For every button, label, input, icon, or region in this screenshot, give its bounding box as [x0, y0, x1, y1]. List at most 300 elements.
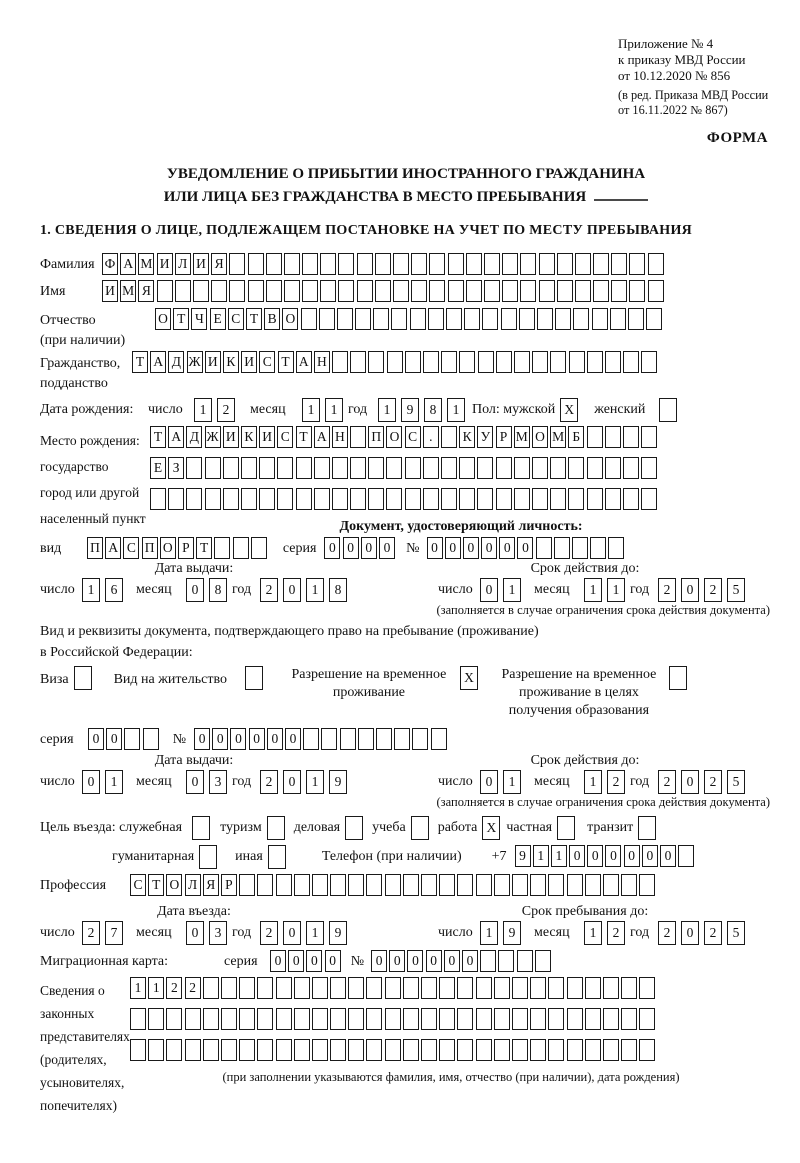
char-box[interactable] — [605, 351, 621, 373]
char-box[interactable] — [550, 488, 566, 510]
char-box[interactable]: П — [368, 426, 384, 448]
char-box[interactable]: О — [155, 308, 171, 330]
char-box[interactable]: А — [168, 426, 184, 448]
char-box[interactable] — [587, 426, 603, 448]
char-box[interactable] — [457, 1039, 473, 1061]
char-box[interactable] — [575, 280, 591, 302]
char-box[interactable] — [514, 351, 530, 373]
char-box[interactable]: 1 — [302, 398, 320, 422]
char-box[interactable] — [185, 1008, 201, 1030]
char-box[interactable]: У — [477, 426, 493, 448]
char-box[interactable]: Т — [278, 351, 294, 373]
char-box[interactable] — [350, 457, 366, 479]
char-box[interactable]: Е — [150, 457, 166, 479]
char-box[interactable] — [550, 351, 566, 373]
char-box[interactable]: 0 — [283, 921, 301, 945]
char-box[interactable]: 1 — [105, 770, 123, 794]
char-box[interactable] — [648, 253, 664, 275]
char-box[interactable] — [441, 426, 457, 448]
char-box[interactable]: И — [193, 253, 209, 275]
char-box[interactable] — [338, 253, 354, 275]
char-box[interactable] — [548, 1008, 564, 1030]
char-box[interactable]: 0 — [106, 728, 122, 750]
char-box[interactable] — [590, 537, 606, 559]
char-box[interactable]: 0 — [343, 537, 359, 559]
char-box[interactable] — [587, 488, 603, 510]
char-box[interactable]: 1 — [480, 921, 498, 945]
purpose-tourism-checkbox[interactable] — [267, 816, 285, 840]
char-box[interactable] — [259, 457, 275, 479]
char-box[interactable] — [358, 728, 374, 750]
char-box[interactable]: 9 — [401, 398, 419, 422]
char-box[interactable] — [366, 874, 382, 896]
char-box[interactable]: 0 — [270, 950, 286, 972]
char-box[interactable]: 1 — [378, 398, 396, 422]
char-box[interactable]: С — [228, 308, 244, 330]
char-box[interactable]: 0 — [445, 537, 461, 559]
char-box[interactable]: 8 — [424, 398, 442, 422]
char-box[interactable] — [605, 488, 621, 510]
char-box[interactable]: 0 — [480, 770, 498, 794]
char-box[interactable] — [130, 1039, 146, 1061]
char-box[interactable]: 9 — [329, 921, 347, 945]
temp-permit-checkbox[interactable]: X — [460, 666, 478, 690]
char-box[interactable] — [394, 728, 410, 750]
char-box[interactable] — [446, 308, 462, 330]
char-box[interactable] — [520, 280, 536, 302]
char-box[interactable]: 1 — [306, 578, 324, 602]
char-box[interactable] — [641, 426, 657, 448]
char-box[interactable] — [223, 488, 239, 510]
purpose-study-checkbox[interactable] — [411, 816, 429, 840]
char-box[interactable]: 6 — [105, 578, 123, 602]
char-box[interactable] — [457, 977, 473, 999]
visa-checkbox[interactable] — [74, 666, 92, 690]
char-box[interactable] — [628, 308, 644, 330]
char-box[interactable] — [303, 728, 319, 750]
char-box[interactable] — [338, 280, 354, 302]
char-box[interactable] — [530, 1008, 546, 1030]
char-box[interactable]: Л — [185, 874, 201, 896]
char-box[interactable]: Ч — [191, 308, 207, 330]
char-box[interactable] — [567, 977, 583, 999]
char-box[interactable]: 0 — [324, 537, 340, 559]
char-box[interactable] — [355, 308, 371, 330]
char-box[interactable]: 0 — [325, 950, 341, 972]
char-box[interactable]: Р — [178, 537, 194, 559]
char-box[interactable] — [320, 253, 336, 275]
char-box[interactable]: А — [150, 351, 166, 373]
char-box[interactable] — [130, 1008, 146, 1030]
char-box[interactable]: 0 — [642, 845, 658, 867]
char-box[interactable] — [623, 351, 639, 373]
char-box[interactable]: А — [296, 351, 312, 373]
char-box[interactable] — [568, 457, 584, 479]
char-box[interactable] — [221, 1039, 237, 1061]
char-box[interactable]: И — [205, 351, 221, 373]
char-box[interactable] — [301, 308, 317, 330]
char-box[interactable]: 1 — [325, 398, 343, 422]
char-box[interactable] — [332, 457, 348, 479]
char-box[interactable] — [439, 874, 455, 896]
char-box[interactable]: В — [264, 308, 280, 330]
char-box[interactable] — [321, 728, 337, 750]
char-box[interactable] — [585, 1008, 601, 1030]
char-box[interactable]: 0 — [379, 537, 395, 559]
char-box[interactable] — [257, 977, 273, 999]
char-box[interactable] — [368, 457, 384, 479]
char-box[interactable]: 2 — [704, 578, 722, 602]
purpose-transit-checkbox[interactable] — [638, 816, 656, 840]
char-box[interactable] — [639, 1039, 655, 1061]
char-box[interactable] — [648, 280, 664, 302]
char-box[interactable]: 1 — [148, 977, 164, 999]
char-box[interactable]: Л — [175, 253, 191, 275]
char-box[interactable] — [294, 1008, 310, 1030]
char-box[interactable] — [641, 457, 657, 479]
char-box[interactable] — [348, 1039, 364, 1061]
char-box[interactable]: А — [105, 537, 121, 559]
char-box[interactable]: О — [166, 874, 182, 896]
char-box[interactable] — [314, 457, 330, 479]
char-box[interactable] — [441, 457, 457, 479]
char-box[interactable] — [393, 253, 409, 275]
char-box[interactable]: М — [120, 280, 136, 302]
char-box[interactable] — [567, 1039, 583, 1061]
char-box[interactable] — [459, 351, 475, 373]
char-box[interactable]: 0 — [88, 728, 104, 750]
char-box[interactable] — [376, 728, 392, 750]
char-box[interactable] — [621, 874, 637, 896]
char-box[interactable] — [478, 351, 494, 373]
char-box[interactable] — [403, 977, 419, 999]
char-box[interactable]: 1 — [533, 845, 549, 867]
char-box[interactable] — [608, 537, 624, 559]
char-box[interactable] — [623, 457, 639, 479]
char-box[interactable] — [157, 280, 173, 302]
char-box[interactable] — [494, 874, 510, 896]
char-box[interactable]: 0 — [389, 950, 405, 972]
char-box[interactable] — [539, 253, 555, 275]
char-box[interactable] — [229, 280, 245, 302]
char-box[interactable]: Ж — [205, 426, 221, 448]
char-box[interactable] — [387, 351, 403, 373]
char-box[interactable] — [348, 977, 364, 999]
char-box[interactable] — [457, 874, 473, 896]
char-box[interactable] — [502, 280, 518, 302]
female-checkbox[interactable] — [659, 398, 677, 422]
char-box[interactable] — [276, 1008, 292, 1030]
char-box[interactable]: О — [282, 308, 298, 330]
char-box[interactable]: 0 — [569, 845, 585, 867]
char-box[interactable] — [603, 977, 619, 999]
char-box[interactable] — [423, 457, 439, 479]
char-box[interactable]: 7 — [105, 921, 123, 945]
char-box[interactable] — [548, 874, 564, 896]
char-box[interactable] — [520, 253, 536, 275]
char-box[interactable]: Ф — [102, 253, 118, 275]
char-box[interactable]: Н — [332, 426, 348, 448]
char-box[interactable]: Р — [496, 426, 512, 448]
char-box[interactable] — [441, 488, 457, 510]
char-box[interactable] — [403, 1008, 419, 1030]
char-box[interactable] — [512, 874, 528, 896]
char-box[interactable]: О — [386, 426, 402, 448]
char-box[interactable] — [214, 537, 230, 559]
char-box[interactable]: 0 — [283, 578, 301, 602]
char-box[interactable] — [530, 874, 546, 896]
char-box[interactable] — [332, 488, 348, 510]
char-box[interactable]: 0 — [427, 537, 443, 559]
char-box[interactable] — [330, 874, 346, 896]
char-box[interactable] — [514, 488, 530, 510]
char-box[interactable] — [496, 351, 512, 373]
char-box[interactable]: 3 — [209, 770, 227, 794]
char-box[interactable] — [403, 874, 419, 896]
char-box[interactable] — [203, 977, 219, 999]
char-box[interactable] — [348, 1008, 364, 1030]
char-box[interactable] — [621, 1039, 637, 1061]
char-box[interactable]: 1 — [306, 770, 324, 794]
char-box[interactable] — [494, 1039, 510, 1061]
char-box[interactable]: 2 — [82, 921, 100, 945]
char-box[interactable]: К — [459, 426, 475, 448]
char-box[interactable]: . — [423, 426, 439, 448]
char-box[interactable] — [641, 488, 657, 510]
char-box[interactable] — [476, 977, 492, 999]
char-box[interactable] — [623, 426, 639, 448]
char-box[interactable] — [585, 874, 601, 896]
char-box[interactable]: 2 — [607, 770, 625, 794]
char-box[interactable] — [554, 537, 570, 559]
char-box[interactable]: Р — [221, 874, 237, 896]
char-box[interactable]: Я — [138, 280, 154, 302]
char-box[interactable] — [239, 977, 255, 999]
char-box[interactable]: 0 — [426, 950, 442, 972]
char-box[interactable] — [532, 351, 548, 373]
char-box[interactable] — [257, 874, 273, 896]
char-box[interactable]: 1 — [306, 921, 324, 945]
char-box[interactable]: Е — [210, 308, 226, 330]
char-box[interactable] — [386, 457, 402, 479]
char-box[interactable] — [476, 1039, 492, 1061]
male-checkbox[interactable]: X — [560, 398, 578, 422]
char-box[interactable] — [646, 308, 662, 330]
char-box[interactable] — [501, 308, 517, 330]
char-box[interactable]: 5 — [727, 921, 745, 945]
char-box[interactable]: Б — [568, 426, 584, 448]
char-box[interactable]: 1 — [503, 578, 521, 602]
char-box[interactable] — [277, 457, 293, 479]
char-box[interactable] — [168, 488, 184, 510]
char-box[interactable] — [639, 1008, 655, 1030]
char-box[interactable] — [312, 1008, 328, 1030]
char-box[interactable] — [603, 874, 619, 896]
char-box[interactable] — [611, 280, 627, 302]
char-box[interactable]: 2 — [260, 921, 278, 945]
char-box[interactable] — [330, 1039, 346, 1061]
char-box[interactable] — [330, 977, 346, 999]
char-box[interactable] — [124, 728, 140, 750]
char-box[interactable]: 2 — [704, 921, 722, 945]
char-box[interactable] — [629, 280, 645, 302]
char-box[interactable]: 2 — [658, 921, 676, 945]
char-box[interactable] — [502, 253, 518, 275]
char-box[interactable] — [294, 1039, 310, 1061]
char-box[interactable]: А — [120, 253, 136, 275]
char-box[interactable]: М — [138, 253, 154, 275]
char-box[interactable] — [375, 280, 391, 302]
char-box[interactable]: 2 — [658, 578, 676, 602]
char-box[interactable]: О — [160, 537, 176, 559]
char-box[interactable]: 1 — [607, 578, 625, 602]
char-box[interactable] — [587, 457, 603, 479]
char-box[interactable] — [448, 253, 464, 275]
char-box[interactable]: С — [405, 426, 421, 448]
char-box[interactable] — [366, 977, 382, 999]
char-box[interactable] — [480, 950, 496, 972]
char-box[interactable] — [512, 977, 528, 999]
char-box[interactable] — [512, 1039, 528, 1061]
char-box[interactable] — [575, 253, 591, 275]
char-box[interactable]: 0 — [587, 845, 603, 867]
char-box[interactable] — [386, 488, 402, 510]
char-box[interactable] — [239, 874, 255, 896]
char-box[interactable] — [496, 457, 512, 479]
char-box[interactable]: 0 — [194, 728, 210, 750]
char-box[interactable] — [550, 457, 566, 479]
purpose-work-checkbox[interactable]: X — [482, 816, 500, 840]
char-box[interactable] — [459, 457, 475, 479]
char-box[interactable] — [332, 351, 348, 373]
char-box[interactable] — [350, 426, 366, 448]
char-box[interactable] — [411, 253, 427, 275]
char-box[interactable]: 0 — [605, 845, 621, 867]
char-box[interactable]: М — [514, 426, 530, 448]
char-box[interactable] — [494, 1008, 510, 1030]
char-box[interactable] — [411, 280, 427, 302]
char-box[interactable] — [466, 253, 482, 275]
char-box[interactable]: 0 — [681, 921, 699, 945]
char-box[interactable] — [587, 351, 603, 373]
char-box[interactable]: 1 — [130, 977, 146, 999]
char-box[interactable]: 0 — [462, 950, 478, 972]
char-box[interactable] — [340, 728, 356, 750]
char-box[interactable]: 0 — [288, 950, 304, 972]
char-box[interactable] — [241, 488, 257, 510]
char-box[interactable] — [284, 253, 300, 275]
char-box[interactable] — [148, 1039, 164, 1061]
char-box[interactable] — [639, 874, 655, 896]
char-box[interactable]: 0 — [681, 578, 699, 602]
char-box[interactable]: П — [87, 537, 103, 559]
char-box[interactable]: З — [168, 457, 184, 479]
char-box[interactable] — [530, 977, 546, 999]
char-box[interactable] — [530, 1039, 546, 1061]
char-box[interactable] — [623, 488, 639, 510]
char-box[interactable] — [211, 280, 227, 302]
char-box[interactable] — [385, 874, 401, 896]
char-box[interactable]: И — [241, 351, 257, 373]
char-box[interactable] — [166, 1008, 182, 1030]
char-box[interactable] — [423, 488, 439, 510]
char-box[interactable] — [621, 977, 637, 999]
char-box[interactable] — [205, 488, 221, 510]
purpose-other-checkbox[interactable] — [268, 845, 286, 869]
char-box[interactable] — [385, 1039, 401, 1061]
char-box[interactable]: Т — [132, 351, 148, 373]
char-box[interactable]: 1 — [194, 398, 212, 422]
char-box[interactable]: Ж — [187, 351, 203, 373]
char-box[interactable] — [593, 253, 609, 275]
char-box[interactable] — [368, 351, 384, 373]
char-box[interactable] — [639, 977, 655, 999]
char-box[interactable] — [221, 977, 237, 999]
char-box[interactable]: 9 — [329, 770, 347, 794]
char-box[interactable] — [320, 280, 336, 302]
char-box[interactable] — [514, 457, 530, 479]
char-box[interactable] — [603, 1008, 619, 1030]
char-box[interactable] — [284, 280, 300, 302]
char-box[interactable] — [568, 488, 584, 510]
char-box[interactable] — [391, 308, 407, 330]
char-box[interactable] — [532, 488, 548, 510]
char-box[interactable] — [592, 308, 608, 330]
char-box[interactable] — [251, 537, 267, 559]
char-box[interactable]: 0 — [306, 950, 322, 972]
char-box[interactable] — [166, 1039, 182, 1061]
purpose-business-checkbox[interactable] — [345, 816, 363, 840]
char-box[interactable] — [482, 308, 498, 330]
char-box[interactable]: 0 — [481, 537, 497, 559]
char-box[interactable]: 1 — [447, 398, 465, 422]
char-box[interactable] — [357, 253, 373, 275]
char-box[interactable]: 0 — [463, 537, 479, 559]
char-box[interactable]: 0 — [361, 537, 377, 559]
char-box[interactable] — [494, 977, 510, 999]
char-box[interactable] — [535, 950, 551, 972]
char-box[interactable] — [276, 1039, 292, 1061]
char-box[interactable]: 0 — [186, 578, 204, 602]
char-box[interactable]: 1 — [584, 921, 602, 945]
char-box[interactable]: 0 — [480, 578, 498, 602]
char-box[interactable] — [593, 280, 609, 302]
char-box[interactable] — [548, 977, 564, 999]
char-box[interactable] — [312, 977, 328, 999]
purpose-private-checkbox[interactable] — [557, 816, 575, 840]
char-box[interactable]: Д — [186, 426, 202, 448]
char-box[interactable] — [441, 351, 457, 373]
char-box[interactable] — [296, 488, 312, 510]
char-box[interactable] — [603, 1039, 619, 1061]
char-box[interactable] — [350, 351, 366, 373]
char-box[interactable] — [150, 488, 166, 510]
char-box[interactable]: С — [123, 537, 139, 559]
char-box[interactable]: Т — [246, 308, 262, 330]
char-box[interactable] — [585, 977, 601, 999]
char-box[interactable]: 0 — [186, 770, 204, 794]
char-box[interactable] — [459, 488, 475, 510]
char-box[interactable]: 8 — [329, 578, 347, 602]
char-box[interactable] — [185, 1039, 201, 1061]
char-box[interactable]: Т — [296, 426, 312, 448]
char-box[interactable] — [203, 1008, 219, 1030]
char-box[interactable]: 1 — [584, 770, 602, 794]
char-box[interactable] — [239, 1039, 255, 1061]
char-box[interactable] — [410, 308, 426, 330]
char-box[interactable] — [557, 280, 573, 302]
char-box[interactable] — [385, 977, 401, 999]
